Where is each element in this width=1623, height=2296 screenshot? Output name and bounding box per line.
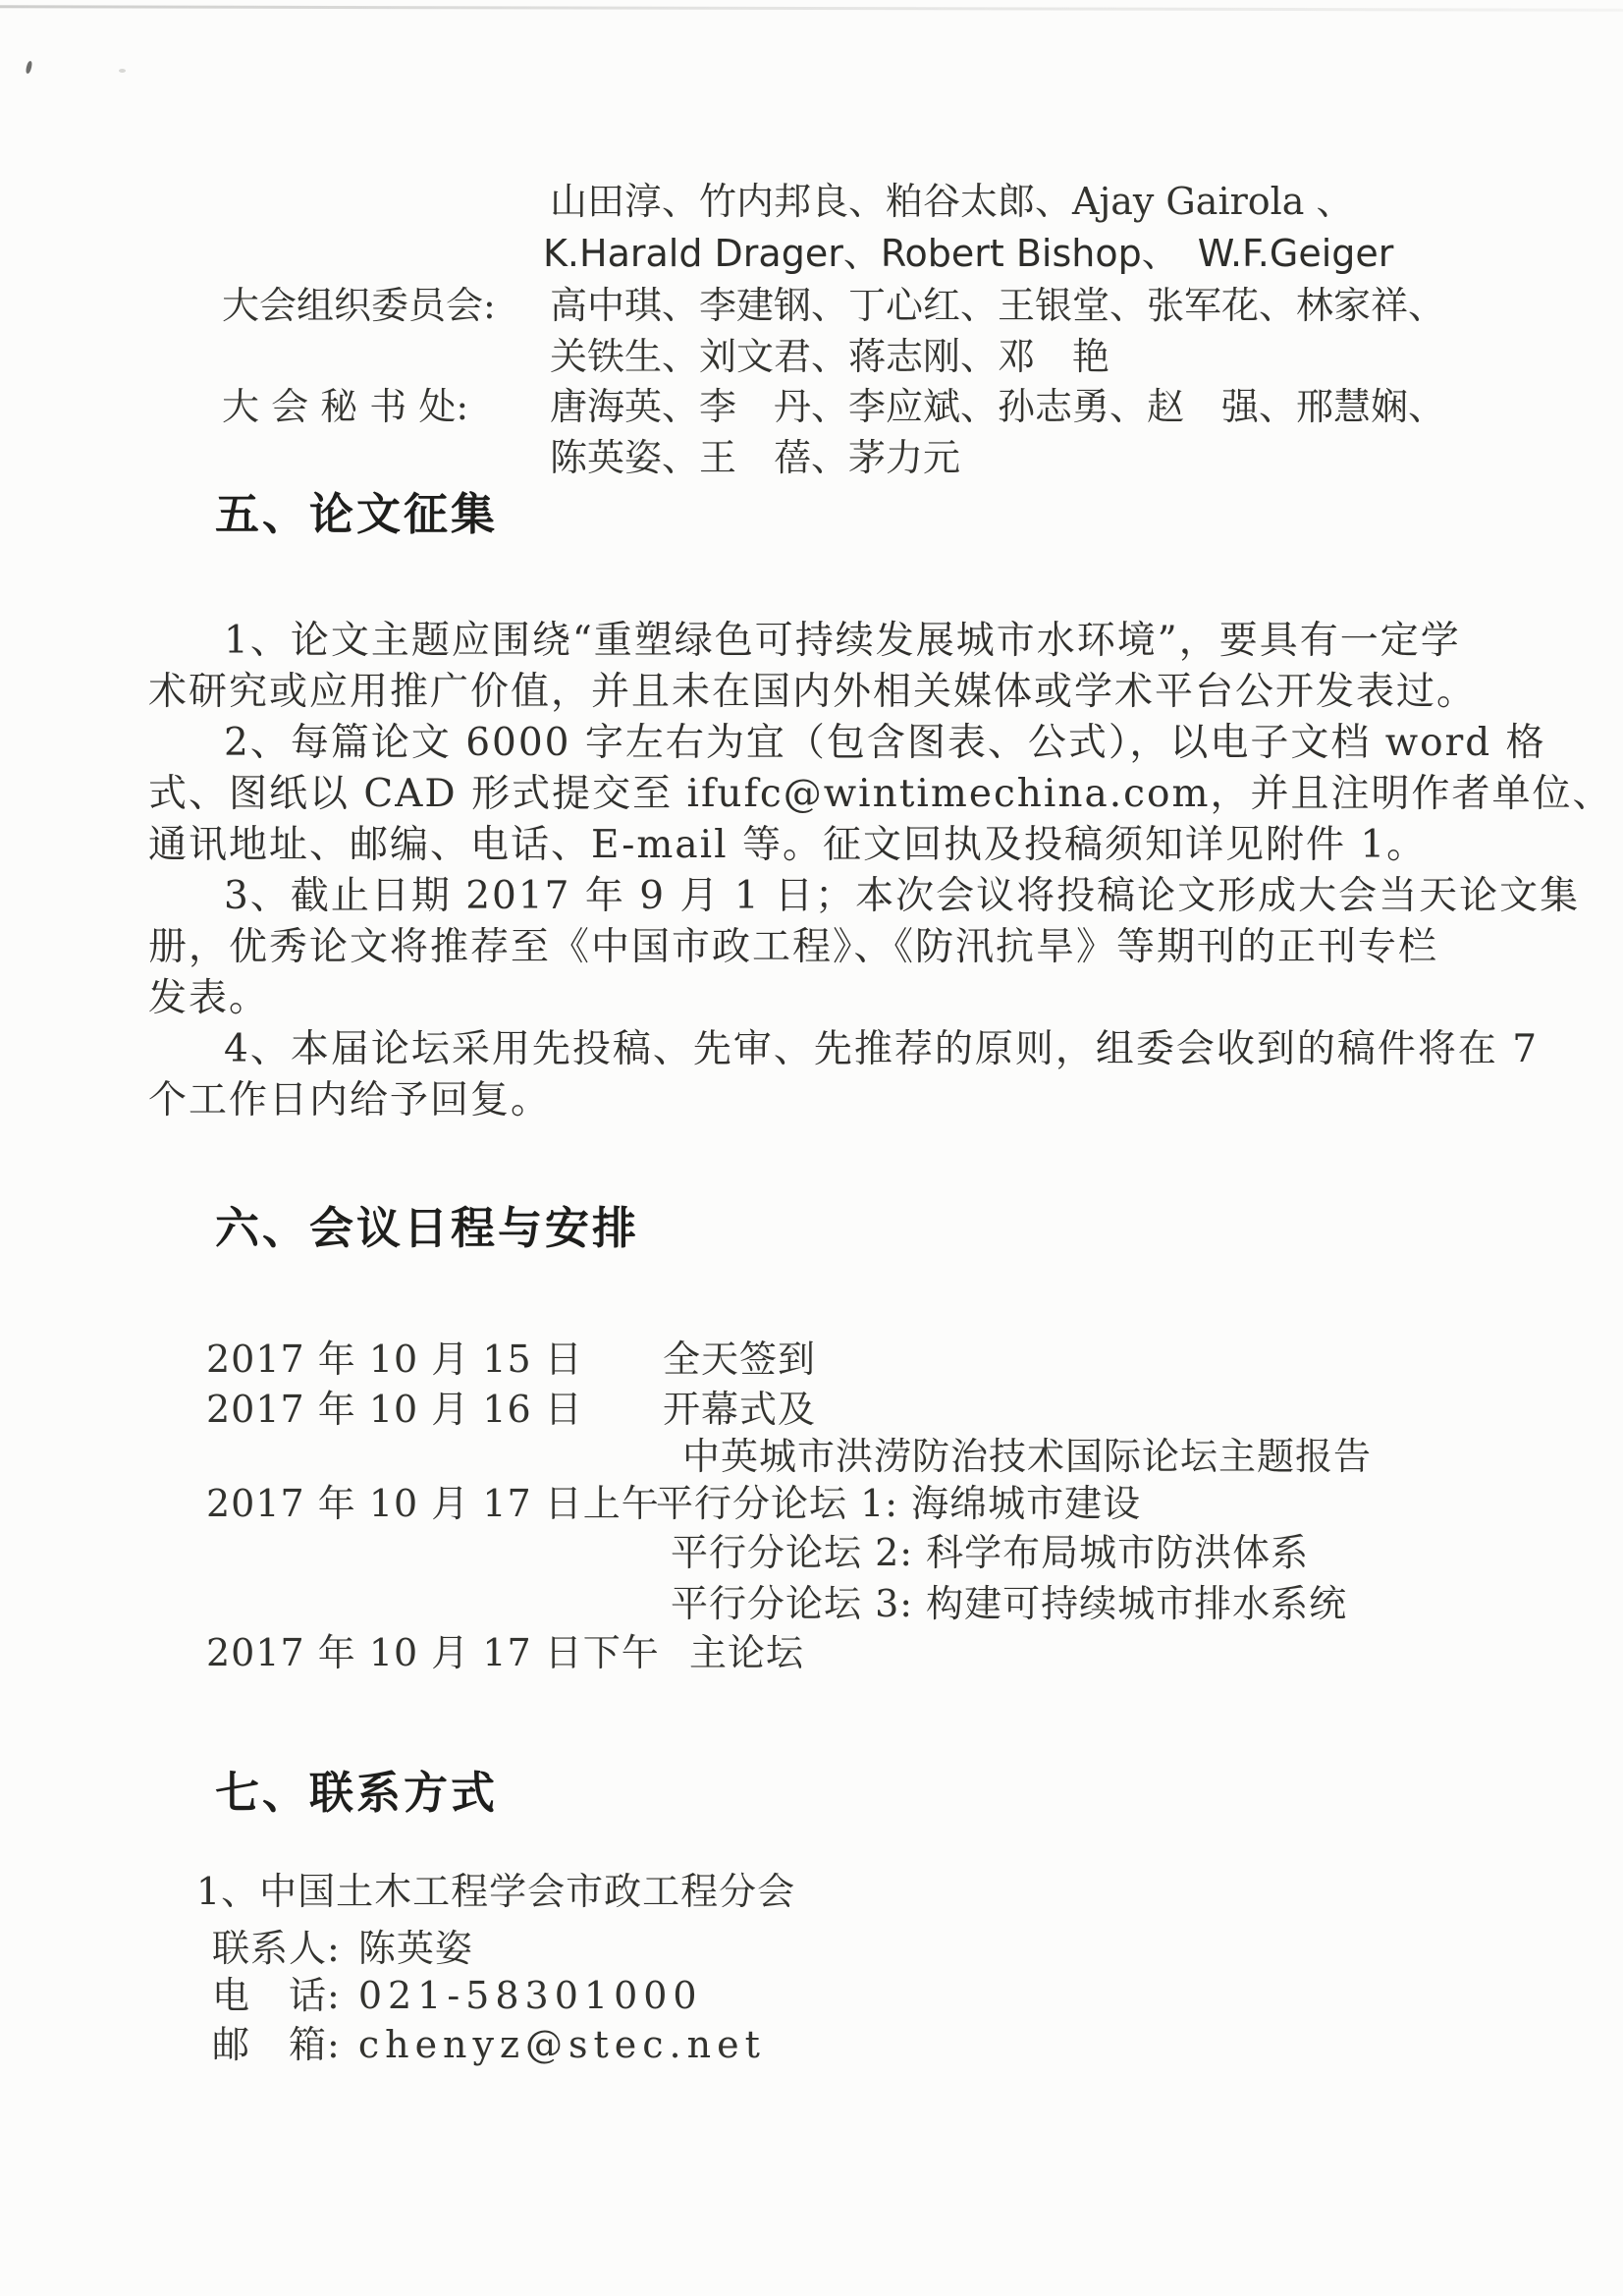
contact-email-address: chenyz@stec.net: [357, 2023, 766, 2066]
contact-email-label: 邮 箱:: [212, 2023, 341, 2066]
contact-organization-line: 1、中国土木工程学会市政工程分会: [196, 1870, 796, 1913]
call-for-papers-line: 4、本届论坛采用先投稿、先审、先推荐的原则，组委会收到的稿件将在 7: [224, 1027, 1540, 1071]
section-heading-contact: 七、联系方式: [215, 1767, 499, 1819]
agenda-date: 2017 年 10 月 17 日上午: [206, 1482, 660, 1525]
org-committee-names-line: 关铁生、刘文君、蒋志刚、邓 艳: [550, 335, 1110, 378]
agenda-activity: 中英城市洪涝防治技术国际论坛主题报告: [682, 1435, 1373, 1478]
scan-edge-line: [0, 5, 1623, 11]
agenda-activity: 平行分论坛 2: 科学布局城市防洪体系: [671, 1531, 1310, 1574]
call-for-papers-line: 3、截止日期 2017 年 9 月 1 日；本次会议将投稿论文形成大会当天论文集: [224, 874, 1581, 918]
call-for-papers-line: 式、图纸以 CAD 形式提交至 ifufc@wintimechina.com，并且注明作者单位、: [148, 772, 1613, 816]
scan-speck: [119, 69, 126, 73]
call-for-papers-line: 册，优秀论文将推荐至《中国市政工程》、《防汛抗旱》等期刊的正刊专栏: [148, 925, 1439, 969]
agenda-date: 2017 年 10 月 16 日: [206, 1388, 583, 1431]
contact-person-label: 联系人:: [212, 1927, 341, 1970]
call-for-papers-line: 1、论文主题应围绕“重塑绿色可持续发展城市水环境”，要具有一定学: [224, 619, 1461, 663]
secretariat-names-line: 陈英姿、王 蓓、茅力元: [550, 436, 961, 479]
contact-phone-number: 021-58301000: [357, 1974, 703, 2017]
agenda-activity: 全天签到: [663, 1338, 817, 1381]
call-for-papers-line: 术研究或应用推广价值，并且未在国内外相关媒体或学术平台公开发表过。: [148, 670, 1478, 714]
call-for-papers-line: 2、每篇论文 6000 字左右为宜（包含图表、公式），以电子文档 word 格: [224, 721, 1546, 765]
scan-speck: [26, 61, 33, 75]
section-heading-call-for-papers: 五、论文征集: [215, 488, 499, 540]
contact-person-name: 陈英姿: [357, 1927, 473, 1970]
agenda-date: 2017 年 10 月 17 日下午: [206, 1631, 660, 1674]
contact-phone-line: [212, 1974, 703, 2019]
org-committee-names-line: 高中琪、李建钢、丁心红、王银堂、张军花、林家祥、: [550, 284, 1446, 327]
agenda-activity: 开幕式及: [663, 1388, 817, 1431]
agenda-activity: 主论坛: [689, 1631, 805, 1674]
contact-email-line: [212, 2023, 766, 2068]
call-for-papers-line: 发表。: [148, 976, 270, 1020]
call-for-papers-line: 通讯地址、邮编、电话、E-mail 等。征文回执及投稿须知详见附件 1。: [148, 823, 1428, 867]
section-heading-agenda: 六、会议日程与安排: [215, 1202, 640, 1254]
call-for-papers-line: 个工作日内给予回复。: [148, 1078, 552, 1122]
committee-overflow-names-line: K.Harald Drager、Robert Bishop、 W.F.Geiger: [543, 232, 1394, 275]
org-committee-label: 大会组织委员会:: [222, 284, 496, 327]
committee-overflow-names-line: 山田淳、竹内邦良、粕谷太郎、Ajay Gairola 、: [550, 180, 1354, 223]
agenda-date: 2017 年 10 月 15 日: [206, 1338, 583, 1381]
contact-person-line: [212, 1927, 473, 1972]
secretariat-label: 大 会 秘 书 处:: [222, 385, 469, 428]
secretariat-names-line: 唐海英、李 丹、李应斌、孙志勇、赵 强、邢慧娴、: [550, 385, 1446, 428]
agenda-activity: 平行分论坛 3: 构建可持续城市排水系统: [671, 1582, 1348, 1625]
agenda-activity: 平行分论坛 1: 海绵城市建设: [656, 1482, 1142, 1525]
contact-phone-label: 电 话:: [212, 1974, 341, 2017]
